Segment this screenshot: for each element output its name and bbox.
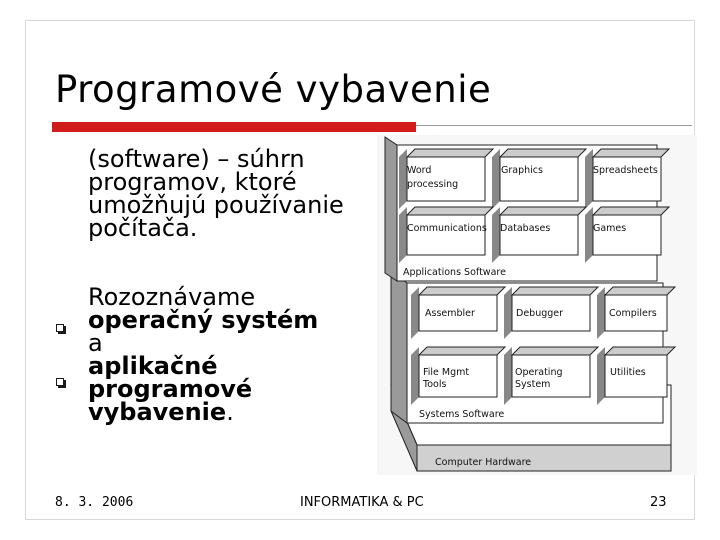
bullet-square-icon <box>56 378 64 386</box>
box-shadow <box>597 347 605 405</box>
box-top <box>605 347 675 355</box>
system-label: System <box>515 379 551 390</box>
slide-title: Programové vybavenie <box>55 68 492 111</box>
box-shadow <box>411 287 419 339</box>
applications-layer-side <box>385 137 397 281</box>
hardware-label: Computer Hardware <box>435 457 532 468</box>
box-top <box>500 149 586 157</box>
box-top <box>500 207 586 215</box>
systems-software-label: Systems Software <box>419 409 505 420</box>
definition-paragraph: (software) – súhrn programov, ktoré umožňujú používanie počítača. <box>88 145 344 242</box>
box-shadow <box>492 149 500 209</box>
box-shadow <box>585 149 593 209</box>
box-shadow <box>492 207 500 263</box>
box-top <box>407 207 493 215</box>
applications-software-label: Applications Software <box>403 267 506 278</box>
types-paragraph <box>88 283 378 426</box>
types-conjunction: a <box>88 329 103 357</box>
compilers-label: Compilers <box>609 308 657 319</box>
games-box <box>593 215 661 255</box>
graphics-label: Graphics <box>501 165 543 176</box>
term-operating-system: operačný systém <box>88 306 319 334</box>
box-top <box>407 149 493 157</box>
footer-title: INFORMATIKA & PC <box>300 495 424 510</box>
page-number: 23 <box>650 495 667 510</box>
types-end: . <box>226 398 234 426</box>
file-mgmt-label: File Mgmt <box>423 367 470 378</box>
processing-label: processing <box>407 179 459 190</box>
databases-box <box>500 215 578 255</box>
bullet-square-icon <box>56 324 64 332</box>
databases-label: Databases <box>500 223 551 234</box>
software-layers-diagram <box>377 135 697 475</box>
word-label: Word <box>407 165 432 176</box>
box-top <box>512 347 598 355</box>
types-intro: Rozoznávame <box>88 283 256 311</box>
box-shadow <box>585 207 593 263</box>
box-top <box>605 287 675 295</box>
spreadsheets-box <box>593 157 661 201</box>
utilities-label: Utilities <box>610 367 646 378</box>
communications-label: Communications <box>407 223 487 234</box>
assembler-label: Assembler <box>425 308 475 319</box>
tools-label: Tools <box>423 379 447 390</box>
communications-box <box>407 215 485 255</box>
box-shadow <box>504 347 512 405</box>
games-label: Games <box>593 223 627 234</box>
box-top <box>512 287 598 295</box>
spreadsheets-label: Spreadsheets <box>593 165 658 176</box>
operating-label: Operating <box>515 367 563 378</box>
box-shadow <box>504 287 512 339</box>
box-shadow <box>597 287 605 339</box>
box-top <box>419 347 505 355</box>
debugger-label: Debugger <box>516 308 564 319</box>
box-top <box>419 287 505 295</box>
footer-date: 8. 3. 2006 <box>55 495 134 510</box>
box-shadow <box>411 347 419 405</box>
box-shadow <box>399 149 407 209</box>
box-shadow <box>399 207 407 263</box>
title-accent-bar <box>52 122 416 132</box>
box-top <box>593 207 669 215</box>
systems-layer-side <box>391 271 407 423</box>
box-top <box>593 149 669 157</box>
term-application-software: aplikačné programové vybavenie <box>88 352 253 426</box>
graphics-box <box>500 157 578 201</box>
